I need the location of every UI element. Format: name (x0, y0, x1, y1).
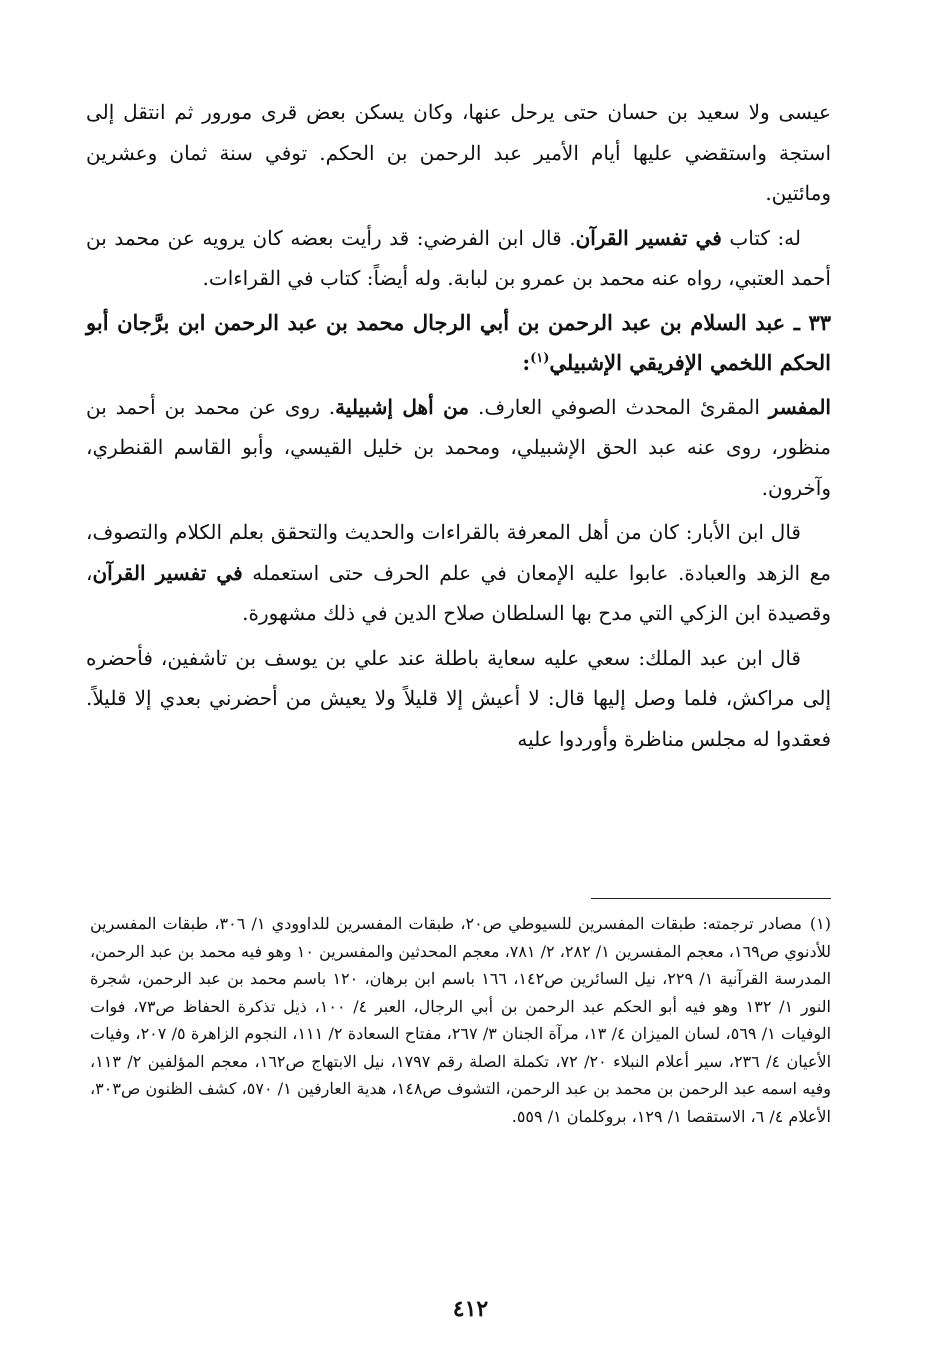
paragraph-ibn-abd-al-malik (86, 638, 831, 760)
bold-term: المفسر (768, 394, 831, 419)
text-span: ، وقصيدة ابن الزكي التي مدح بها السلطان صلاح الدين في ذلك مشهورة. (86, 560, 831, 625)
paragraph-previous-entry-end (86, 92, 831, 214)
paragraph-ibn-al-abbar (86, 512, 831, 634)
page-number: ٤١٢ (452, 1296, 489, 1322)
footnote-text: مصادر ترجمته: طبقات المفسرين للسيوطي ص٢٠، طبقات المفسرين للداوودي ١/ ٣٠٦، طبقات المفسرين للأدنوي ص١٦٩، معجم المفسرين ١/ ٢٨٢، ٢/ ٧٨١، معجم المحدثين والمفسرين ١٠ وهو فيه محمد بن عبد الرحمن، المدرسة القرآنية ١/ ٢٢٩، نيل السائرين ص١٤٢، ١٦٦ باسم ابن برهان، ١٢٠ باسم محمد بن عبد الرحمن، شجرة النور ١/ ١٣٢ وهو فيه أبو الحكم عبد الرحمن بن أبي الرجال، العبر ٤/ ١٠٠، ذيل تذكرة الحفاظ ص٧٣، فوات الوفيات ١/ ٥٦٩، لسان الميزان ٤/ ١٣، مرآة الجنان ٣/ ٢٦٧، مفتاح السعادة ٢/ ١١١، النجوم الزاهرة ٥/ ٢٠٧، وفيات الأعيان ٤/ ٢٣٦، سير أعلام النبلاء ٢٠/ ٧٢، تكملة الصلة رقم ١٧٩٧، نيل الابتهاج ص١٦٢، معجم المؤلفين ٢/ ١١٣، وفيه اسمه عبد الرحمن بن محمد بن عبد الرحمن، التشوف ص١٤٨، هدية العارفين ١/ ٥٧٠، كشف الظنون ص٣٠٣، الأعلام ٤/ ٦، الاستقصا ١/ ١٢٩، بروكلمان ١/ ٥٥٩. (90, 914, 832, 1126)
text-span: . روى عن محمد بن أحمد بن منظور، روى عنه عبد الحق الإشبيلي، ومحمد بن خليل القيسي، وأبو القاسم القنطري، وآخرون. (86, 394, 831, 500)
main-text (86, 92, 831, 763)
entry-title: عبد السلام بن عبد الرحمن بن أبي الرجال محمد بن عبد الرحمن ابن برَّجان أبو الحكم اللخمي الإفريقي الإشبيلي (86, 309, 831, 375)
paragraph-biography (86, 387, 831, 509)
text-span: . قال ابن الفرضي: قد رأيت بعضه كان يرويه عن محمد بن أحمد العتبي، رواه عنه محمد بن عمرو بن لبابة. وله أيضاً: كتاب في القراءات. (86, 225, 831, 290)
book-title: في تفسير القرآن (575, 225, 722, 250)
text-span: المقرئ المحدث الصوفي العارف. (469, 394, 769, 419)
text-span: قال ابن الأبار: كان من أهل المعرفة بالقراءات والحديث والتحقق بعلم الكلام والتصوف، مع الزهد والعبادة. عابوا عليه الإمعان في علم الحرف حتى استعمله (86, 520, 831, 585)
footnote-divider (591, 898, 831, 899)
entry-heading (86, 303, 831, 383)
entry-colon: : (522, 349, 531, 375)
bold-origin: من أهل إشبيلية (335, 394, 470, 419)
footnote-marker: (١) (809, 914, 832, 933)
paragraph-text: قال ابن عبد الملك: سعي عليه سعاية باطلة عند علي بن يوسف بن تاشفين، فأحضره إلى مراكش، فلما وصل إليها قال: لا أعيش إلا قليلاً ولا يعيش من أحضرني بعدي إلا قليلاً. فعقدوا له مجلس مناظرة وأوردوا عليه (86, 645, 831, 751)
footnote-1 (90, 910, 831, 1130)
book-title: في تفسير القرآن (92, 560, 243, 585)
paragraph-works (86, 218, 831, 299)
entry-number: ٣٣ ـ (793, 309, 831, 335)
paragraph-text: عيسى ولا سعيد بن حسان حتى يرحل عنها، وكان يسكن بعض قرى مورور ثم انتقل إلى استجة واستقضي عليها أيام الأمير عبد الرحمن بن الحكم. توفي سنة ثمان وعشرين ومائتين. (86, 100, 831, 205)
text-span: له: كتاب (721, 225, 801, 250)
footnotes (90, 910, 831, 1130)
footnote-reference[interactable]: (١) (530, 350, 550, 366)
